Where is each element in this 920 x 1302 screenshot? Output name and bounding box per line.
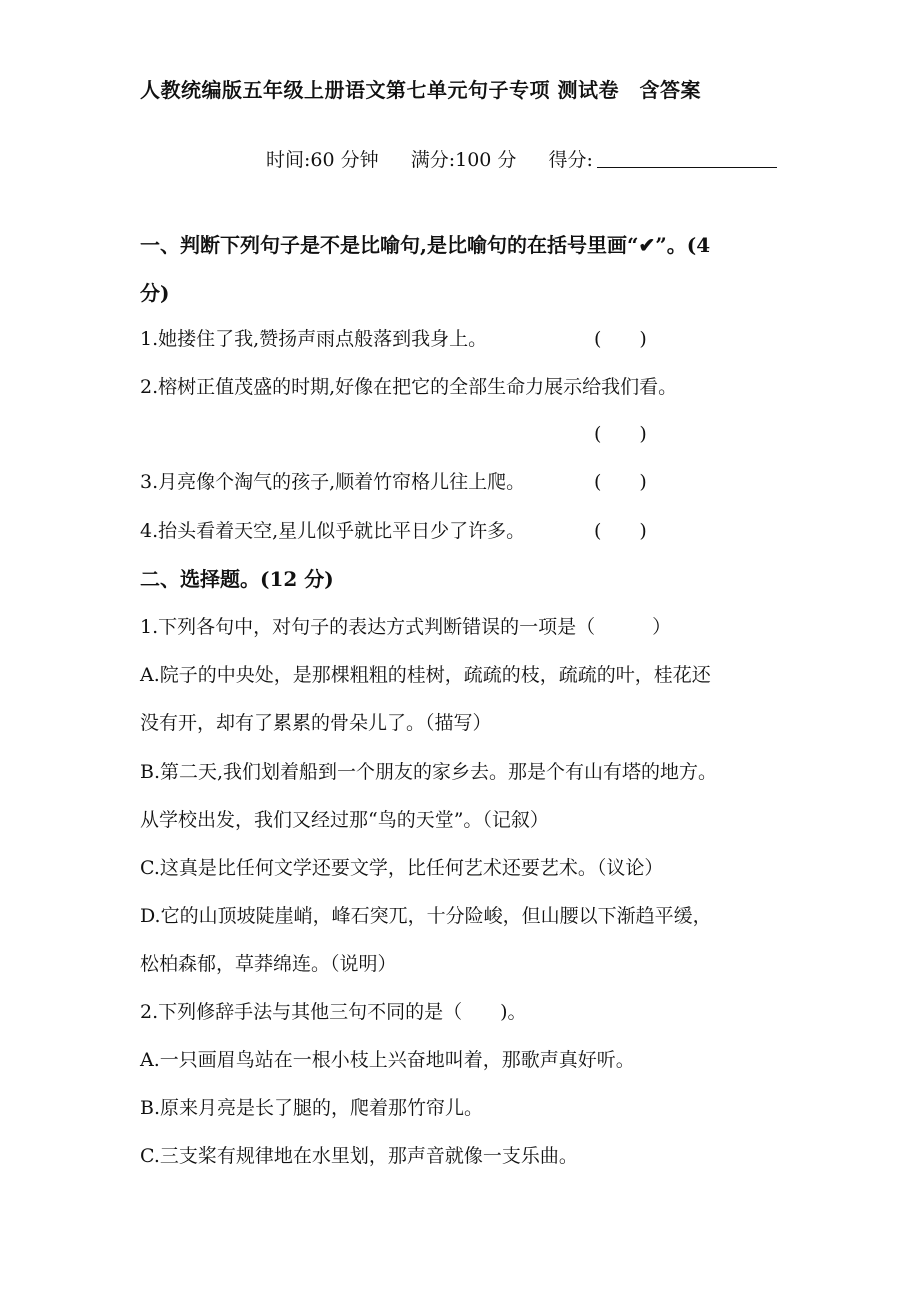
option-c: C.三支桨有规律地在水里划，那声音就像一支乐曲。 <box>140 1145 578 1167</box>
question-stem: 2.下列修辞手法与其他三句不同的是（ )。 <box>140 1001 527 1023</box>
exam-meta <box>266 145 777 172</box>
option-a: A.院子的中央处，是那棵粗粗的桂树，疏疏的枝，疏疏的叶，桂花还 <box>140 664 711 686</box>
answer-paren[interactable]: ( ) <box>594 423 647 445</box>
option-c: C.这真是比任何文学还要文学，比任何艺术还要艺术。（议论） <box>140 857 664 879</box>
section1-heading-cont: 分) <box>140 281 170 305</box>
option-d: D.它的山顶坡陡崖峭，峰石突兀，十分险峻，但山腰以下渐趋平缓， <box>140 905 712 927</box>
judge-item: 1.她搂住了我,赞扬声雨点般落到我身上。 <box>140 328 488 350</box>
answer-paren[interactable]: ( ) <box>594 520 647 542</box>
option-d-cont: 松柏森郁，草莽绵连。（说明） <box>140 953 397 975</box>
judge-item: 3.月亮像个淘气的孩子,顺着竹帘格儿往上爬。 <box>140 471 526 493</box>
section1-heading: 一、判断下列句子是不是比喻句,是比喻句的在括号里画“✔”。(4 <box>140 233 711 257</box>
question-stem: 1.下列各句中，对句子的表达方式判断错误的一项是（ ） <box>140 616 672 638</box>
option-b: B.第二天,我们划着船到一个朋友的家乡去。那是个有山有塔的地方。 <box>140 761 718 783</box>
time-label: 时间:60 分钟 <box>266 149 379 171</box>
judge-item: 2.榕树正值茂盛的时期,好像在把它的全部生命力展示给我们看。 <box>140 376 678 398</box>
full-score-label: 满分:100 分 <box>410 149 517 171</box>
section2-heading: 二、选择题。(12 分) <box>140 567 334 591</box>
option-b-cont: 从学校出发，我们又经过那“鸟的天堂”。（记叙） <box>140 809 549 831</box>
answer-paren[interactable]: ( ) <box>594 328 647 350</box>
option-a-cont: 没有开，却有了累累的骨朵儿了。（描写） <box>140 712 492 734</box>
option-a: A.一只画眉鸟站在一根小枝上兴奋地叫着，那歌声真好听。 <box>140 1049 635 1071</box>
score-label: 得分: <box>548 149 593 171</box>
judge-item: 4.抬头看着天空,星儿似乎就比平日少了许多。 <box>140 520 526 542</box>
page-title: 人教统编版五年级上册语文第七单元句子专项 测试卷 含答案 <box>140 78 701 102</box>
option-b: B.原来月亮是长了腿的，爬着那竹帘儿。 <box>140 1097 484 1119</box>
score-blank[interactable] <box>597 149 777 168</box>
answer-paren[interactable]: ( ) <box>594 471 647 493</box>
